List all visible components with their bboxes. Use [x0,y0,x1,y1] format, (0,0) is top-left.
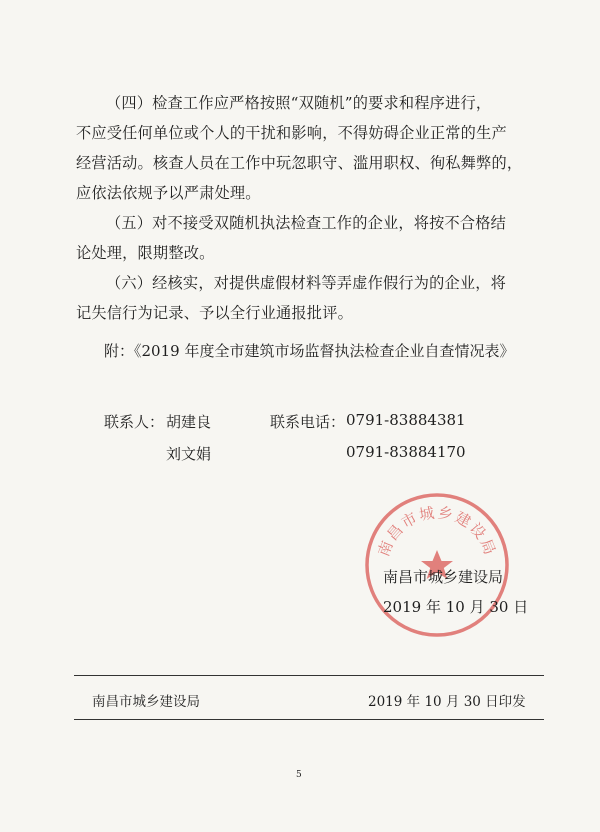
page-number: 5 [296,770,302,780]
contact-phone-2: 0791-83884170 [346,443,466,461]
footer-org: 南昌市城乡建设局 [92,694,200,710]
contact-phone-label: 联系电话： [270,413,346,431]
seal-text: 南昌市城乡建设局 [374,503,500,559]
contact-person-label: 联系人： [104,413,165,431]
paragraph-line: 应依法依规予以严肃处理。 [76,184,261,202]
signature-org: 南昌市城乡建设局 [383,568,504,586]
paragraph-line: 记失信行为记录、予以全行业通报批评。 [76,304,353,322]
contact-phone-1: 0791-83884381 [346,411,466,429]
paragraph-line: 经营活动。核查人员在工作中玩忽职守、滥用职权、徇私舞弊的， [76,154,523,172]
contact-person-2: 刘文娟 [166,445,212,463]
official-seal-icon [362,490,512,640]
attachment-line: 附：《2019 年度全市建筑市场监督执法检查企业自查情况表》 [104,342,515,360]
paragraph-line: 论处理，限期整改。 [76,244,215,262]
paragraph-line: 不应受任何单位或个人的干扰和影响，不得妨碍企业正常的生产 [76,124,507,142]
paragraph-line: （六）经核实，对提供虚假材料等弄虚作假行为的企业，将 [106,274,507,292]
paragraph-item-6 [76,268,522,328]
paragraph-line: （四）检查工作应严格按照“双随机”的要求和程序进行， [106,94,492,112]
footer-bottom-rule [74,719,544,720]
paragraph-item-5 [76,208,522,268]
signature-date: 2019 年 10 月 30 日 [383,598,529,616]
footer-top-rule [74,675,544,676]
contact-person-1: 胡建良 [166,413,212,431]
paragraph-line: （五）对不接受双随机执法检查工作的企业，将按不合格结 [106,214,507,232]
paragraph-item-4 [76,88,522,208]
footer-issued-date: 2019 年 10 月 30 日印发 [368,694,526,710]
